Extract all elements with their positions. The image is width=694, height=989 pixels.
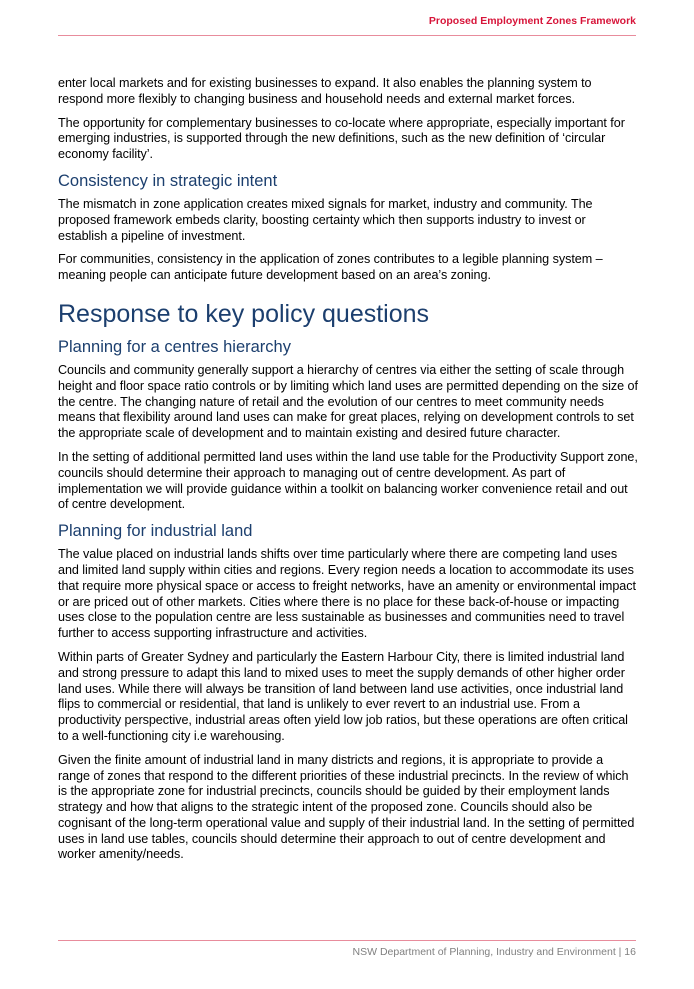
paragraph: The value placed on industrial lands shifts over time particularly where there are competing land uses and limited land supply within cities and regions. Every region needs a location to accommodate its uses that require more physical space or access to freight networks, have an amenity or environmental impact or are priced out of other markets. Cities where there is no place for these back-of-house or impacting uses close to the population centre are less sustainable as businesses and communities need to travel further to access supporting infrastructure and activities. — [58, 547, 636, 641]
paragraph: Given the finite amount of industrial land in many districts and regions, it is appropriate to provide a range of zones that respond to the different priorities of these industrial precincts. In the review of which is the appropriate zone for industrial precincts, councils should be guided by their employment lands strategy and how that aligns to the strategic intent of the proposed zone. Councils should also be cognisant of the long-term operational value and supply of their industrial land. In the setting of permitted uses in land use tables, councils should determine their approach to out of centre development and worker amenity/needs. — [58, 752, 635, 862]
paragraph: enter local markets and for existing businesses to expand. It also enables the planning system to respond more flexibly to changing business and household needs and external market forces. — [58, 76, 592, 106]
subheading-industrial: Planning for industrial land — [58, 522, 253, 541]
paragraph: Councils and community generally support a hierarchy of centres via either the setting of scale through height and floor space ratio controls or by limiting which land uses are permitted depending on the size of the centre. The changing nature of retail and the evolution of our centres to meet community needs means that flexibility around land uses can make for great places, relying on development controls to set the appropriate scale of development and to maintain existing and desired future character. — [58, 362, 638, 441]
page-body — [58, 76, 638, 871]
footer-divider — [58, 940, 636, 941]
running-header: Proposed Employment Zones Framework — [428, 15, 636, 27]
paragraph: Within parts of Greater Sydney and particularly the Eastern Harbour City, there is limited industrial land and strong pressure to adapt this land to mixed uses to meet the supply demands of other higher order land uses. While there will always be transition of land between land use activities, once industrial land flips to commercial or residential, that land is unlikely to ever revert to an industrial use. From a productivity perspective, industrial areas often yield low job ratios, but these operations are often critical to a well-functioning city i.e warehousing. — [58, 649, 628, 743]
header-divider — [58, 35, 636, 36]
paragraph: In the setting of additional permitted land uses within the land use table for the Productivity Support zone, councils should determine their approach to managing out of centre development. As part of implementation we will provide guidance within a toolkit on balancing worker convenience retail and out of centre development. — [58, 449, 638, 512]
subheading-centres: Planning for a centres hierarchy — [58, 337, 291, 356]
paragraph: The opportunity for complementary businesses to co-locate where appropriate, especially important for emerging industries, is supported through the new definitions, such as the new definition of ‘circular economy facility’. — [58, 115, 625, 162]
paragraph: For communities, consistency in the application of zones contributes to a legible planning system – meaning people can anticipate future development based on an area’s zoning. — [58, 252, 603, 283]
subheading-consistency: Consistency in strategic intent — [58, 171, 278, 190]
section-heading-response: Response to key policy questions — [58, 299, 430, 328]
page-footer: NSW Department of Planning, Industry and Environment | 16 — [352, 946, 636, 958]
paragraph: The mismatch in zone application creates mixed signals for market, industry and community. The proposed framework embeds clarity, boosting certainty which then supports industry to invest or establish a pipeline of investment. — [58, 196, 593, 243]
